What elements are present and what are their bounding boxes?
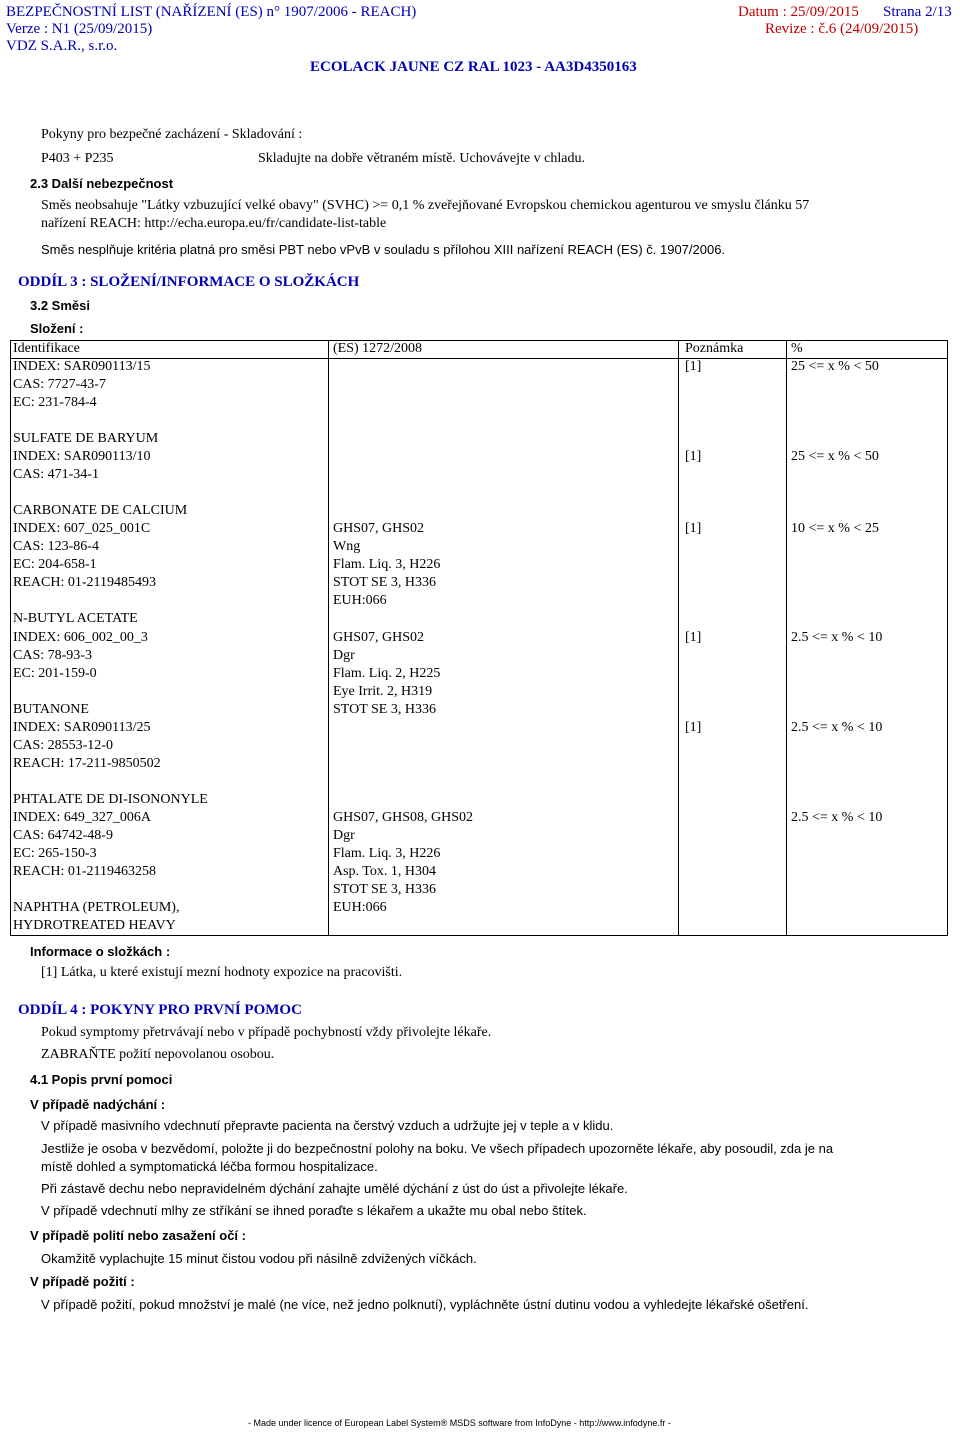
inhalation-label: V případě nadýchání : (30, 1097, 166, 1112)
component-note: [1] (685, 449, 702, 464)
section-2-3-heading: 2.3 Další nebezpečnost (30, 176, 174, 191)
component-info-label: Informace o složkách : (30, 944, 171, 959)
component-percent: 25 <= x % < 50 (791, 449, 879, 464)
eye-contact-label: V případě polití nebo zasažení očí : (30, 1228, 246, 1243)
component-percent: 25 <= x % < 50 (791, 359, 879, 374)
column-header-identification: Identifikace (13, 341, 80, 356)
component-identification: INDEX: 649_327_006A CAS: 64742-48-9 EC: 265-150-3 REACH: 01-2119463258 NAPHTHA (PETROLEUM), HYDROTREATED HEAVY (13, 810, 180, 933)
storage-text: Skladujte na dobře větraném místě. Uchovávejte v chladu. (258, 151, 585, 166)
eye-contact-text: Okamžitě vyplachujte 15 minut čistou vodou při násilně zdvižených víčkách. (41, 1251, 477, 1266)
pbt-text: Směs nesplňuje kritéria platná pro směsi PBT nebo vPvB v souladu s přílohou XIII nařízení REACH (ES) č. 1907/2006. (41, 242, 726, 257)
component-percent: 2.5 <= x % < 10 (791, 720, 883, 735)
inhalation-text-2b: místě dohled a symptomatická léčba formou hospitalizace. (41, 1159, 378, 1174)
company-name: VDZ S.A.R., s.r.o. (6, 38, 118, 54)
footer-text: - Made under licence of European Label System® MSDS software from InfoDyne - http://www.infodyne.fr - (248, 1418, 671, 1428)
column-header-percent: % (791, 341, 803, 356)
version-label: Verze : N1 (25/09/2015) (6, 21, 153, 37)
column-header-classification: (ES) 1272/2008 (333, 341, 423, 356)
section-3-heading: ODDÍL 3 : SLOŽENÍ/INFORMACE O SLOŽKÁCH (18, 274, 360, 290)
component-note: [1] (685, 630, 702, 645)
component-classification: GHS07, GHS02 Wng Flam. Liq. 3, H226 STOT SE 3, H336 EUH:066 (333, 521, 441, 608)
product-title: ECOLACK JAUNE CZ RAL 1023 - AA3D4350163 (310, 59, 637, 75)
svhc-text-line1: Směs neobsahuje "Látky vzbuzující velké obavy" (SVHC) >= 0,1 % zveřejňované Evropskou chemickou agenturou ve smyslu článku 57 (41, 198, 810, 213)
component-note: [1] (685, 720, 702, 735)
component-percent: 10 <= x % < 25 (791, 521, 879, 536)
revision-label: Revize : č.6 (24/09/2015) (765, 21, 919, 37)
component-note: [1] (685, 521, 702, 536)
component-identification: INDEX: SAR090113/15 CAS: 7727-43-7 EC: 231-784-4 SULFATE DE BARYUM (13, 359, 159, 446)
component-classification: GHS07, GHS08, GHS02 Dgr Flam. Liq. 3, H226 Asp. Tox. 1, H304 STOT SE 3, H336 EUH:066 (333, 810, 474, 915)
first-aid-general-2: ZABRAŇTE požití nepovolanou osobou. (41, 1047, 275, 1062)
composition-label: Složení : (30, 321, 84, 336)
storage-heading: Pokyny pro bezpečné zacházení - Skladování : (41, 127, 303, 142)
component-identification: INDEX: SAR090113/10 CAS: 471-34-1 CARBONATE DE CALCIUM (13, 449, 188, 518)
component-percent: 2.5 <= x % < 10 (791, 810, 883, 825)
section-3-2-heading: 3.2 Směsi (30, 298, 90, 313)
section-4-heading: ODDÍL 4 : POKYNY PRO PRVNÍ POMOC (18, 1002, 302, 1018)
section-4-1-heading: 4.1 Popis první pomoci (30, 1072, 173, 1087)
date-label: Datum : 25/09/2015 (738, 4, 859, 20)
component-classification: GHS07, GHS02 Dgr Flam. Liq. 2, H225 Eye Irrit. 2, H319 STOT SE 3, H336 (333, 630, 441, 717)
inhalation-text-1: V případě masivního vdechnutí přepravte pacienta na čerstvý vzduch a udržujte jej v teple a v klidu. (41, 1118, 614, 1133)
svhc-text-line2: nařízení REACH: http://echa.europa.eu/fr/candidate-list-table (41, 216, 387, 231)
component-identification: INDEX: SAR090113/25 CAS: 28553-12-0 REACH: 17-211-9850502 PHTALATE DE DI-ISONONYLE (13, 720, 208, 807)
component-info-text: [1] Látka, u které existují mezní hodnoty expozice na pracovišti. (41, 965, 403, 980)
component-identification: INDEX: 607_025_001C CAS: 123-86-4 EC: 204-658-1 REACH: 01-2119485493 N-BUTYL ACETATE (13, 521, 156, 626)
component-note: [1] (685, 359, 702, 374)
inhalation-text-3: Při zástavě dechu nebo nepravidelném dýchání zahajte umělé dýchání z úst do úst a přivolejte lékaře. (41, 1181, 628, 1196)
ingestion-text: V případě požití, pokud množství je malé (ne více, než jedno polknutí), vypláchněte ústní dutinu vodou a vyhledejte lékařské ošetření. (41, 1297, 809, 1312)
component-identification: INDEX: 606_002_00_3 CAS: 78-93-3 EC: 201-159-0 BUTANONE (13, 630, 148, 717)
column-header-note: Poznámka (685, 341, 744, 356)
first-aid-general-1: Pokud symptomy přetrvávají nebo v případě pochybností vždy přivolejte lékaře. (41, 1025, 492, 1040)
storage-code: P403 + P235 (41, 151, 114, 166)
document-title: BEZPEČNOSTNÍ LIST (NAŘÍZENÍ (ES) n° 1907/2006 - REACH) (6, 4, 417, 20)
inhalation-text-2a: Jestliže je osoba v bezvědomí, položte ji do bezpečnostní polohy na boku. Ve všech případech upozorněte lékaře, aby posoudil, zda je na (41, 1141, 834, 1156)
page-number: Strana 2/13 (883, 4, 952, 20)
ingestion-label: V případě požití : (30, 1274, 135, 1289)
inhalation-text-4: V případě vdechnutí mlhy ze stříkání se ihned poraďte s lékařem a ukažte mu obal nebo štítek. (41, 1203, 587, 1218)
component-percent: 2.5 <= x % < 10 (791, 630, 883, 645)
